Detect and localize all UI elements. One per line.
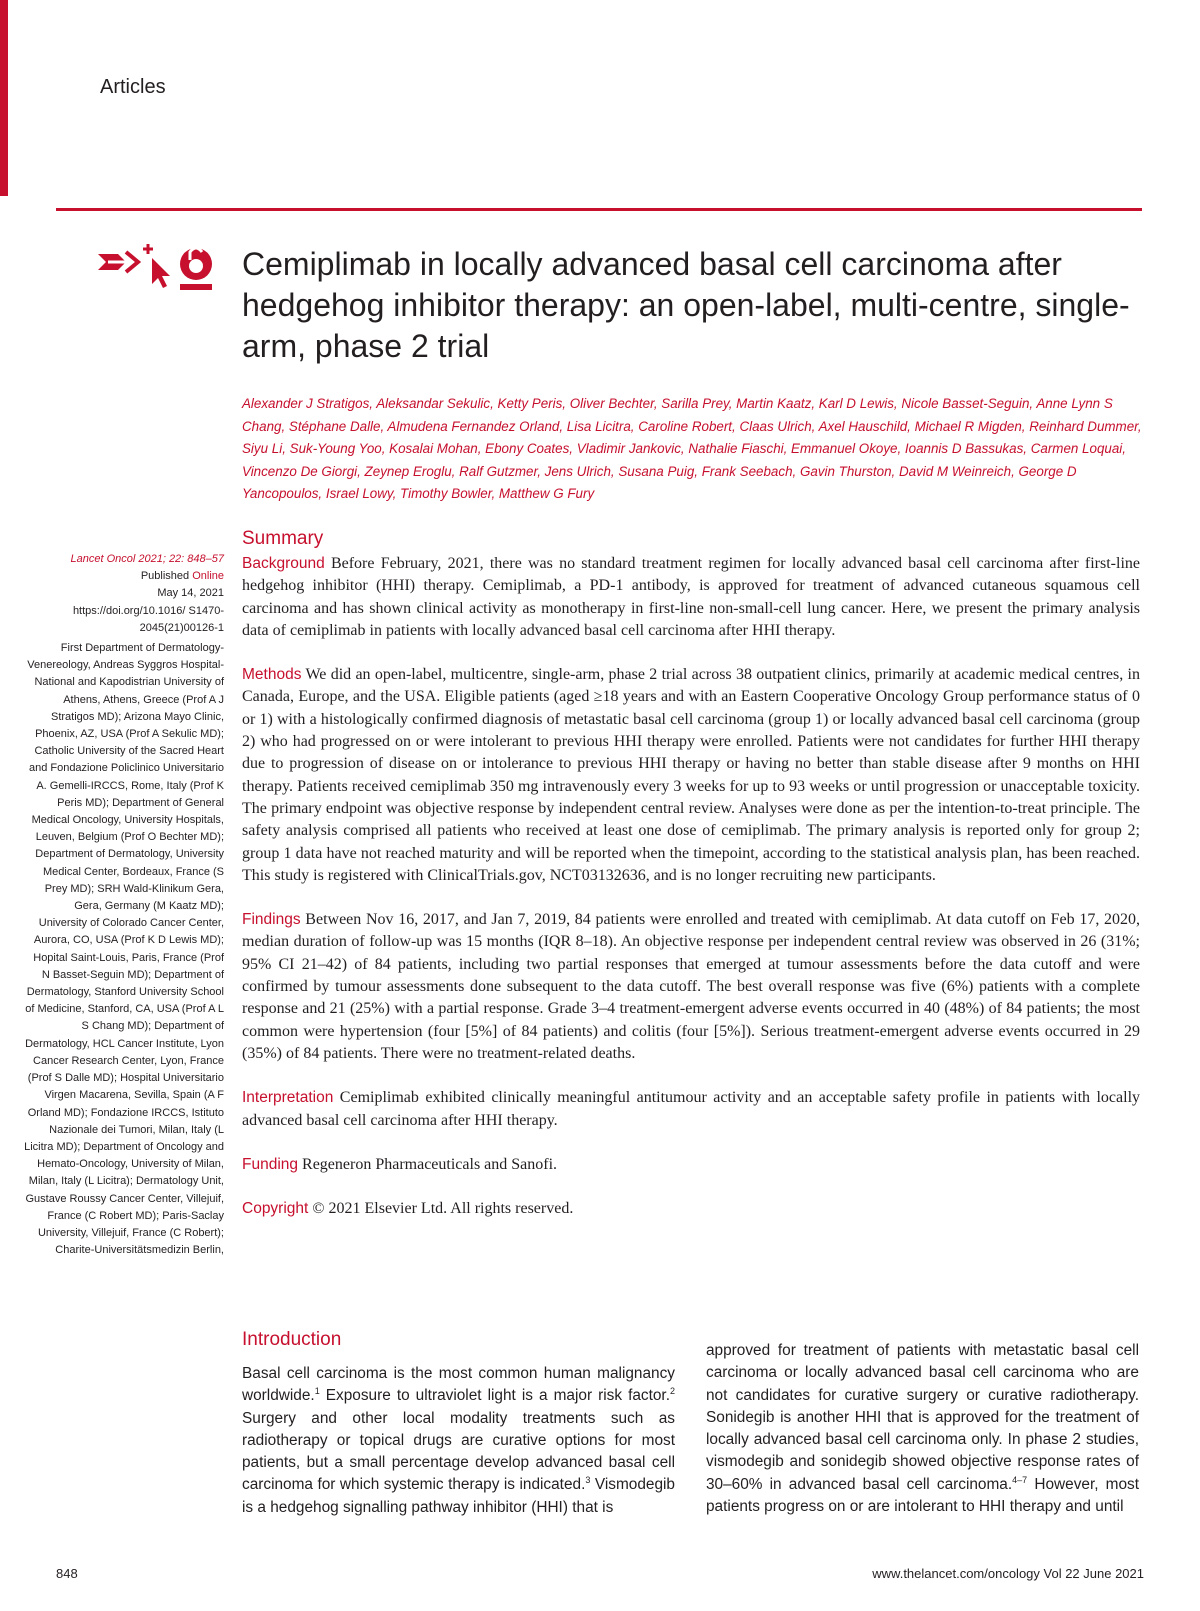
findings-paragraph: Findings Between Nov 16, 2017, and Jan 7, 2019, 84 patients were enrolled and treated with cemiplimab. At data cutoff on Feb 17, 2020, median duration of follow-up was 15 months (IQR 8–18). An objective response per independent central review was observed in 26 (31%; 95% CI 21–42) of 84 patients, including two partial responses that emerged at tumour assessments before the data cutoff and were confirmed by tumour assessments done subsequent to the data cutoff. The best overall response was five (6%) patients with a complete response and 21 (25%) with a partial response. Grade 3–4 treatment-emergent adverse events occurred in 40 (48%) of 84 patients; the most common were hypertension (four [5%] of 84 patients) and colitis (four [5%]). Serious treatment-emergent adverse events occurred in 29 (35%) of 84 patients. There were no treatment-related deaths.: [242, 911, 1141, 1062]
crossmark-icon[interactable]: [98, 252, 138, 272]
introduction-heading: Introduction: [242, 1329, 342, 1350]
author-list[interactable]: Alexander J Stratigos, Aleksandar Sekulic, Ketty Peris, Oliver Bechter, Sarilla Prey, Martin Kaatz, Karl D Lewis, Nicole Basset-Seguin, Anne Lynn S Chang, Stéphane Dalle, Almudena Fernandez Orland, Lisa Licitra, Caroline Robert, Claas Ulrich, Axel Hauschild, Michael R Migden, Reinhard Dummer, Siyu Li, Suk-Young Yoo, Kosalai Mohan, Ebony Coates, Vladimir Jankovic, Nathalie Fiaschi, Emmanuel Okoye, Ioannis D Bassukas, Carmen Loquai, Vincenzo De Giorgi, Zeynep Eroglu, Ralf Gutzmer, Jens Ulrich, Susana Puig, Frank Seebach, Gavin Thurston, David M Weinreich, George D Yancopoulos, Israel Lowy, Timothy Bowler, Matthew G Fury: [242, 396, 1142, 502]
cursor-plus-icon[interactable]: [143, 244, 170, 288]
published-line: Published Online: [140, 570, 224, 583]
reference-link[interactable]: 1: [314, 1386, 320, 1397]
citation[interactable]: Lancet Oncol 2021; 22: 848–57: [70, 553, 224, 565]
reference-link[interactable]: 4–7: [1012, 1474, 1028, 1485]
methods-paragraph: Methods We did an open-label, multicentre, single-arm, phase 2 trial across 38 outpatient clinics, primarily at academic medical centres, in Canada, Europe, and the USA. Eligible patients (aged ≥18 years and with an Eastern Cooperative Oncology Group performance status of 0 or 1) with a histologically confirmed diagnosis of metastatic basal cell carcinoma (group 1) or locally advanced basal cell carcinoma (group 2) who had progressed on or were intolerant to previous HHI therapy were enrolled. Patients were not candidates for further HHI therapy due to progression of disease on or intolerance to previous HHI therapy or having no better than stable disease after 9 months on HHI therapy. Patients received cemiplimab 350 mg intravenously every 3 weeks for up to 93 weeks or until progression or unacceptable toxicity. The primary endpoint was objective response by independent central review. Analyses were done as per the intention-to-treat principle. The safety analysis comprised all patients who received at least one dose of cemiplimab. The primary analysis is reported only for group 2; group 1 data have not reached maturity and will be reported when the timepoint, according to the statistical analysis plan, has been reached. This study is registered with ClinicalTrials.gov, NCT03132636, and is no longer recruiting new participants.: [242, 666, 1140, 884]
page-number: 848: [56, 1566, 78, 1581]
interpretation-paragraph: Interpretation Cemiplimab exhibited clinically meaningful antitumour activity and an acceptable safety profile in patients with locally advanced basal cell carcinoma after HHI therapy.: [242, 1089, 1141, 1129]
publication-date: May 14, 2021: [157, 587, 224, 600]
doi-link[interactable]: https://doi.org/10.1016/ S1470-2045(21)00126-1: [72, 604, 224, 634]
funding-paragraph: Funding Regeneron Pharmaceuticals and Sanofi.: [242, 1155, 558, 1173]
journal-footer[interactable]: www.thelancet.com/oncology Vol 22 June 2021: [872, 1566, 1144, 1581]
article-icons: [96, 240, 216, 296]
article-title: Cemiplimab in locally advanced basal cell carcinoma after hedgehog inhibitor therapy: an open-label, multi-centre, single-arm, phase 2 trial: [242, 246, 1130, 364]
background-paragraph: Background Before February, 2021, there was no standard treatment regimen for locally advanced basal cell carcinoma after first-line hedgehog inhibitor (HHI) therapy. Cemiplimab, a PD-1 antibody, is approved for treatment of advanced cutaneous squamous cell carcinoma and has shown clinical activity as monotherapy in first-line non-small-cell lung cancer. Here, we present the primary analysis data of cemiplimab in patients with locally advanced basal cell carcinoma after HHI therapy.: [242, 555, 1141, 639]
accent-bar: [0, 0, 8, 196]
section-label: Articles: [100, 76, 166, 98]
introduction-column-1: Basal cell carcinoma is the most common human malignancy worldwide.$^1$ Exposure to ultraviolet light is a major risk factor.$^2$ Surgery and other local modality treatments such as radiotherapy or topical drugs are curative options for most patients, but a small percentage develop advanced basal cell carcinoma for which systemic therapy is indicated.$^3$ Vismodegib is a hedgehog signalling pathway inhibitor (HHI) that is: [242, 1365, 675, 1516]
copyright-paragraph: Copyright © 2021 Elsevier Ltd. All rights reserved.: [242, 1200, 574, 1218]
introduction-column-2: approved for treatment of patients with metastatic basal cell carcinoma or locally advanced basal cell carcinoma who are not candidates for curative surgery or curative radiotherapy. Sonidegib is another HHI that is approved for the treatment of locally advanced basal cell carcinoma only. In phase 2 studies, vismodegib and sonidegib showed objective response rates of 30–60% in advanced basal cell carcinoma.$^{4-7}$ However, most patients progress on or are intolerant to HHI therapy and until: [706, 1342, 1140, 1516]
reference-link[interactable]: 2: [669, 1386, 675, 1397]
open-access-icon[interactable]: [180, 248, 212, 290]
summary-heading: Summary: [242, 528, 324, 549]
published-online-label: Online: [192, 570, 224, 583]
reference-link[interactable]: 3: [585, 1475, 591, 1486]
article-sidebar: [24, 551, 224, 1259]
affiliations: First Department of Dermatology-Venereology, Andreas Syggros Hospital-National and Kapodistrian University of Athens, Athens, Greece (Prof A J Stratigos MD); Arizona Mayo Clinic, Phoenix, AZ, USA (Prof A Sekulic MD); Catholic University of the Sacred Heart and Fondazione Policlinico Universitario A. Gemelli-IRCCS, Rome, Italy (Prof K Peris MD); Department of General Medical Oncology, University Hospitals, Leuven, Belgium (Prof O Bechter MD); Department of Dermatology, University Medical Center, Bordeaux, France (S Prey MD); SRH Wald-Klinikum Gera, Gera, Germany (M Kaatz MD); University of Colorado Cancer Center, Aurora, CO, USA (Prof K D Lewis MD); Hopital Saint-Louis, Paris, France (Prof N Basset-Seguin MD); Department of Dermatology, Stanford University School of Medicine, Stanford, CA, USA (Prof A L S Chang MD); Department of Dermatology, HCL Cancer Institute, Lyon Cancer Research Center, Lyon, France (Prof S Dalle MD); Hospital Universitario Virgen Macarena, Sevilla, Spain (A F Orland MD); Fondazione IRCCS, Istituto Nazionale dei Tumori, Milan, Italy (L Licitra MD); Department of Oncology and Hemato-Oncology, University of Milan, Milan, Italy (L Licitra); Dermatology Unit, Gustave Roussy Cancer Center, Villejuif, France (C Robert MD); Paris-Saclay University, Villejuif, France (C Robert); Charite-Universitätsmedizin Berlin,: [24, 642, 224, 1257]
abstract: [242, 553, 1140, 1242]
header-rule: [56, 208, 1142, 211]
